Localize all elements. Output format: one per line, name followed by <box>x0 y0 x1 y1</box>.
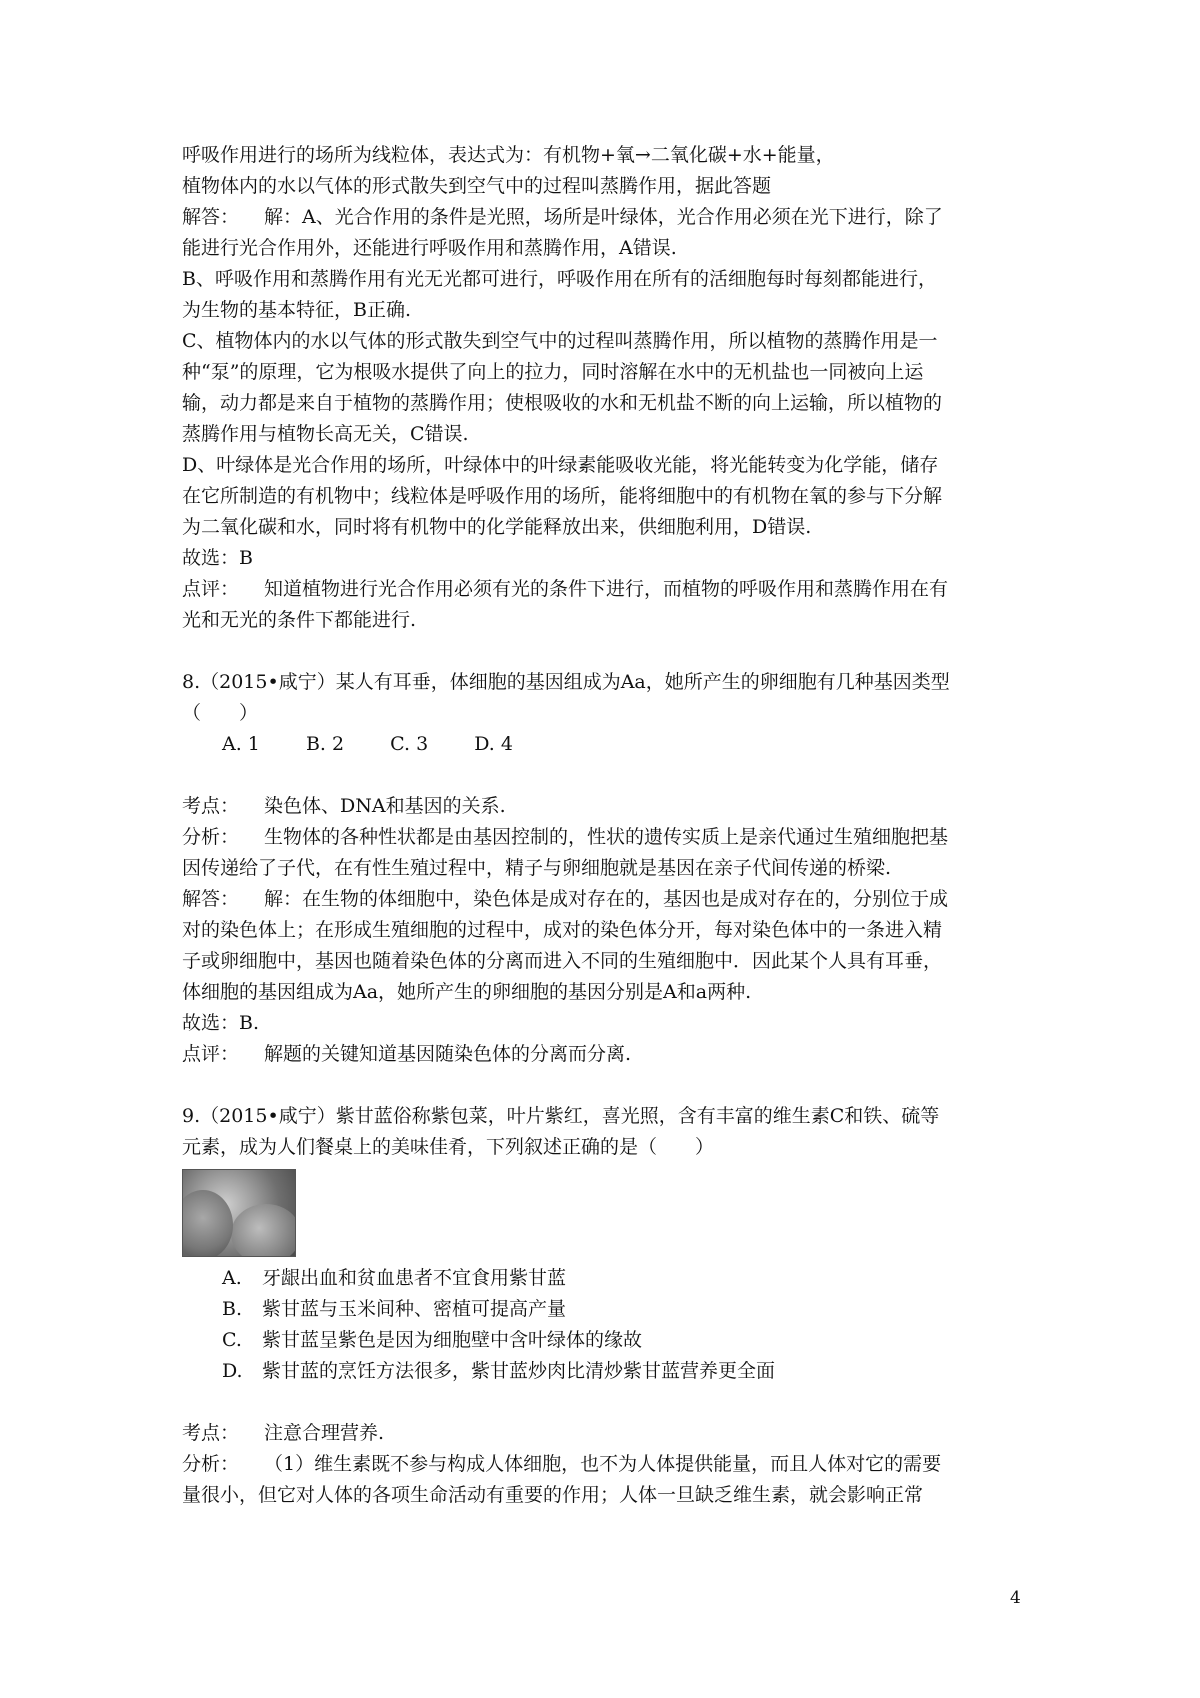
option-key: B. <box>222 1298 243 1320</box>
answer-text: 解：A、光合作用的条件是光照，场所是叶绿体，光合作用必须在光下进行，除了 <box>264 206 943 228</box>
option-c: C. 3 <box>390 733 429 755</box>
text-line: 为二氧化碳和水，同时将有机物中的化学能释放出来，供细胞利用，D错误. <box>182 516 812 538</box>
analysis-label: 分析： <box>182 1453 240 1475</box>
spacer <box>182 1387 1032 1418</box>
text-line: 植物体内的水以气体的形式散失到空气中的过程叫蒸腾作用，据此答题 <box>182 175 772 197</box>
question-stem: 8.（2015•咸宁）某人有耳垂，体细胞的基因组成为Aa，她所产生的卵细胞有几种基因类型 <box>182 671 950 693</box>
cabbage-photo <box>182 1169 296 1257</box>
spacer <box>182 636 1032 667</box>
text-line: 体细胞的基因组成为Aa，她所产生的卵细胞的基因分别是A和a两种. <box>182 981 752 1003</box>
analysis-text: （1）维生素既不参与构成人体细胞，也不为人体提供能量，而且人体对它的需要 <box>264 1453 942 1475</box>
point-text: 注意合理营养. <box>264 1422 385 1444</box>
page-number: 4 <box>1010 1588 1021 1608</box>
point-text: 染色体、DNA和基因的关系. <box>264 795 506 817</box>
point-label: 考点： <box>182 1422 240 1444</box>
option-a <box>182 1263 1032 1294</box>
choice-line: 故选：B <box>182 547 253 569</box>
choice-line: 故选：B. <box>182 1012 260 1034</box>
analysis-label: 分析： <box>182 826 240 848</box>
option-key: D. <box>222 1360 243 1382</box>
page-content <box>182 140 1032 1511</box>
option-text: 紫甘蓝的烹饪方法很多，紫甘蓝炒肉比清炒紫甘蓝营养更全面 <box>262 1360 776 1382</box>
option-b <box>182 1294 1032 1325</box>
text-line: 在它所制造的有机物中；线粒体是呼吸作用的场所，能将细胞中的有机物在氧的参与下分解 <box>182 485 943 507</box>
option-row <box>182 729 1032 760</box>
text-line: 对的染色体上；在形成生殖细胞的过程中，成对的染色体分开，每对染色体中的一条进入精 <box>182 919 943 941</box>
question-stem: 9.（2015•咸宁）紫甘蓝俗称紫包菜，叶片紫红，喜光照，含有丰富的维生素C和铁、硫等 <box>182 1105 940 1127</box>
text-line: 能进行光合作用外，还能进行呼吸作用和蒸腾作用，A错误. <box>182 237 677 259</box>
option-d <box>182 1356 1032 1387</box>
option-b: B. 2 <box>305 733 345 755</box>
option-key: C. <box>222 1329 242 1351</box>
comment-label: 点评： <box>182 1043 240 1065</box>
point-line <box>182 1418 1032 1449</box>
text-line: 种“泵”的原理，它为根吸水提供了向上的拉力，同时溶解在水中的无机盐也一同被向上运 <box>182 361 924 383</box>
option-c <box>182 1325 1032 1356</box>
text-line: 光和无光的条件下都能进行. <box>182 609 417 631</box>
text-line: C、植物体内的水以气体的形式散失到空气中的过程叫蒸腾作用，所以植物的蒸腾作用是一 <box>182 330 938 352</box>
answer-text: 解：在生物的体细胞中，染色体是成对存在的，基因也是成对存在的，分别位于成 <box>264 888 949 910</box>
option-text: 紫甘蓝呈紫色是因为细胞壁中含叶绿体的缘故 <box>262 1329 643 1351</box>
comment-line <box>182 574 1032 605</box>
answer-label: 解答： <box>182 888 240 910</box>
analysis-text: 生物体的各种性状都是由基因控制的，性状的遗传实质上是亲代通过生殖细胞把基 <box>264 826 949 848</box>
point-label: 考点： <box>182 795 240 817</box>
comment-line <box>182 1039 1032 1070</box>
text-line: 输，动力都是来自于植物的蒸腾作用；使根吸收的水和无机盐不断的向上运输，所以植物的 <box>182 392 943 414</box>
answer-line <box>182 202 1032 233</box>
analysis-line <box>182 1449 1032 1480</box>
comment-label: 点评： <box>182 578 240 600</box>
text-line: 因传递给了子代，在有性生殖过程中，精子与卵细胞就是基因在亲子代间传递的桥梁. <box>182 857 892 879</box>
spacer <box>182 760 1032 791</box>
option-text: 紫甘蓝与玉米间种、密植可提高产量 <box>262 1298 567 1320</box>
point-line <box>182 791 1032 822</box>
option-a: A. 1 <box>222 733 260 755</box>
answer-line <box>182 884 1032 915</box>
option-text: 牙龈出血和贫血患者不宜食用紫甘蓝 <box>262 1267 567 1289</box>
question-stem: 元素，成为人们餐桌上的美味佳肴，下列叙述正确的是（ ） <box>182 1136 715 1158</box>
analysis-line <box>182 822 1032 853</box>
text-line: 子或卵细胞中，基因也随着染色体的分离而进入不同的生殖细胞中．因此某个人具有耳垂， <box>182 950 943 972</box>
text-line: B、呼吸作用和蒸腾作用有光无光都可进行，呼吸作用在所有的活细胞每时每刻都能进行， <box>182 268 937 290</box>
text-line: 量很小，但它对人体的各项生命活动有重要的作用；人体一旦缺乏维生素，就会影响正常 <box>182 1484 924 1506</box>
comment-text: 解题的关键知道基因随染色体的分离而分离. <box>264 1043 632 1065</box>
option-d: D. 4 <box>474 733 513 755</box>
text-line: 为生物的基本特征，B正确. <box>182 299 412 321</box>
text-line: 呼吸作用进行的场所为线粒体，表达式为：有机物+氧→二氧化碳+水+能量， <box>182 144 835 166</box>
spacer <box>182 1070 1032 1101</box>
option-key: A. <box>222 1267 242 1289</box>
text-line: D、叶绿体是光合作用的场所，叶绿体中的叶绿素能吸收光能，将光能转变为化学能，储存 <box>182 454 939 476</box>
text-line: 蒸腾作用与植物长高无关，C错误. <box>182 423 469 445</box>
question-stem: （ ） <box>182 702 259 724</box>
answer-label: 解答： <box>182 206 240 228</box>
comment-text: 知道植物进行光合作用必须有光的条件下进行，而植物的呼吸作用和蒸腾作用在有 <box>264 578 949 600</box>
